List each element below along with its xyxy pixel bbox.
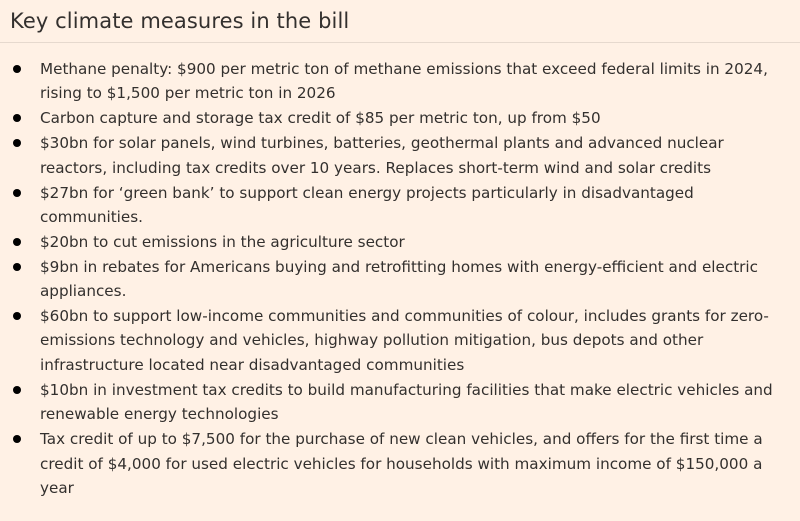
panel-title: Key climate measures in the bill [10,9,350,33]
bullet-icon [13,238,21,246]
list-item [40,255,786,304]
measures-list [0,43,800,500]
bullet-icon [13,263,21,271]
bullet-icon [13,139,21,147]
list-item-text: $27bn for ‘green bank’ to support clean energy projects particularly in disadvantaged communities. [40,183,694,226]
bullet-icon [13,312,21,320]
bullet-icon [13,435,21,443]
list-item [40,378,786,427]
list-item [40,181,786,230]
list-item-text: $10bn in investment tax credits to build manufacturing facilities that make electric vehicles and renewable energy technologies [40,380,773,424]
list-item-text: Methane penalty: $900 per metric ton of methane emissions that exceed federal limits in 2024, rising to $1,500 per metric ton in 2026 [40,60,768,103]
list-item [40,304,786,377]
bullet-icon [13,65,21,73]
list-item-text: Tax credit of up to $7,500 for the purchase of new clean vehicles, and offers for the first time a credit of $4,000 for used electric vehicles for households with maximum income of $150,000 a year [40,430,763,497]
list-item [40,131,786,180]
list-item [40,230,786,254]
list-item-text: $9bn in rebates for Americans buying and retrofitting homes with energy-efficient and electric appliances. [40,257,758,301]
bullet-icon [13,386,21,394]
list-item [40,106,786,130]
list-item [40,427,786,500]
list-item-text: $60bn to support low-income communities and communities of colour, includes grants for zero-emissions technology and vehicles, highway pollution mitigation, bus depots and other infrastructure located near disadvantaged communities [40,307,769,374]
list-item-text: $30bn for solar panels, wind turbines, batteries, geothermal plants and advanced nuclear reactors, including tax credits over 10 years. Replaces short-term wind and solar credits [40,134,724,177]
list-item-text: $20bn to cut emissions in the agriculture sector [40,232,405,251]
bullet-icon [13,114,21,122]
list-item [40,57,786,106]
list-item-text: Carbon capture and storage tax credit of $85 per metric ton, up from $50 [40,109,601,128]
bullet-icon [13,189,21,197]
